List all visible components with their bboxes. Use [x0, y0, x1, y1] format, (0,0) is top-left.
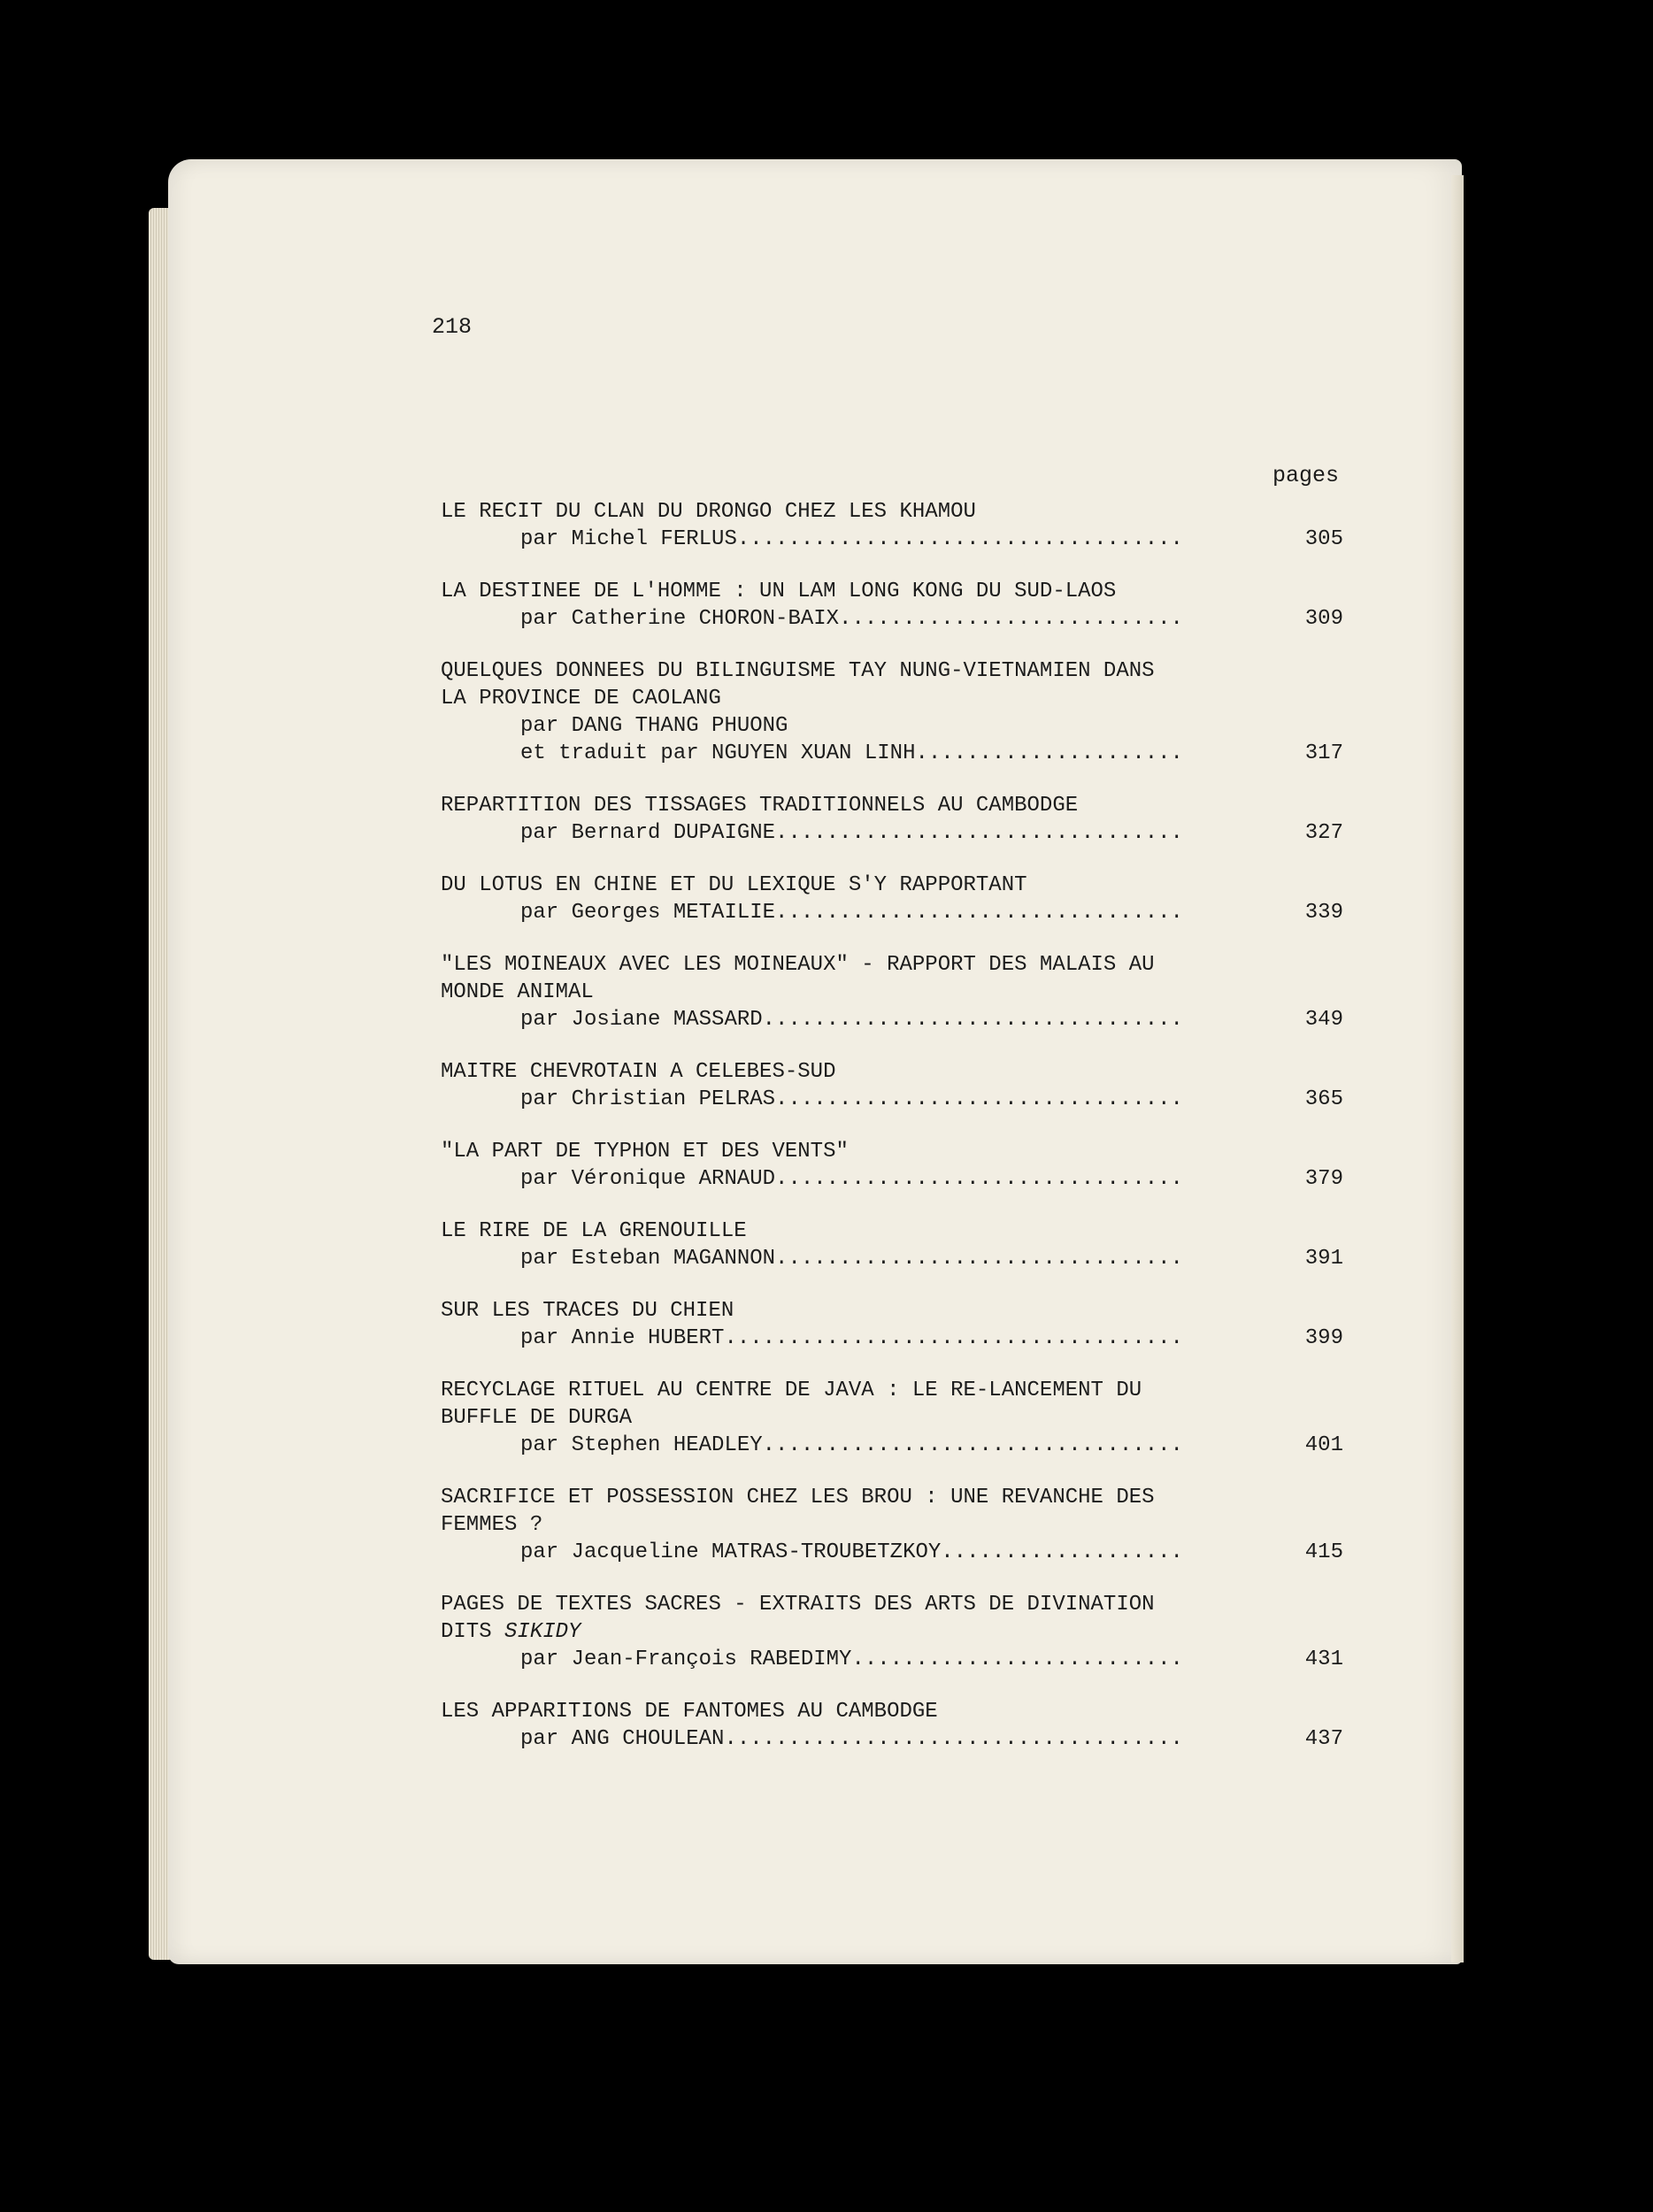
toc-entry-author: et traduit par NGUYEN XUAN LINH..................... [520, 741, 1183, 765]
toc-entry-title-line: LE RIRE DE LA GRENOUILLE [441, 1219, 747, 1243]
toc-entry-title-line: PAGES DE TEXTES SACRES - EXTRAITS DES ARTS DE DIVINATION [441, 1593, 1155, 1617]
toc-entry-page: 365 [1300, 1086, 1343, 1113]
toc-entry-author-line [441, 1006, 1343, 1033]
toc-entry-page: 431 [1300, 1646, 1343, 1673]
pages-column-header: pages [1272, 463, 1340, 488]
toc-entry-page: 401 [1300, 1432, 1343, 1459]
toc-entry [441, 1217, 1343, 1272]
toc-entry-title-line: SUR LES TRACES DU CHIEN [441, 1299, 734, 1323]
toc-entry-title-line: LA DESTINEE DE L'HOMME : UN LAM LONG KONG DU SUD-LAOS [441, 580, 1117, 603]
toc-entry-title-line: REPARTITION DES TISSAGES TRADITIONNELS AU CAMBODGE [441, 794, 1079, 818]
toc-entry [441, 951, 1343, 1033]
toc-entry-author-line [441, 1539, 1343, 1566]
toc-entry-author: par Catherine CHORON-BAIX........................... [520, 607, 1183, 631]
toc-entry-author: par Annie HUBERT.................................... [520, 1326, 1183, 1350]
toc-entry [441, 1591, 1343, 1673]
toc-entry-author-line [441, 605, 1343, 633]
toc-entry [441, 498, 1343, 553]
toc-entry-author-line [441, 740, 1343, 767]
toc-entry-title-line: "LES MOINEAUX AVEC LES MOINEAUX" - RAPPORT DES MALAIS AU [441, 953, 1155, 977]
toc-entry-title-line: DITS SIKIDY [441, 1620, 581, 1644]
toc-entry-author-line [441, 1432, 1343, 1459]
toc-entry-page: 391 [1300, 1245, 1343, 1272]
toc-entry-title-line: LA PROVINCE DE CAOLANG [441, 687, 721, 710]
toc-entry-author-line [441, 1165, 1343, 1193]
toc-entry-page: 339 [1300, 899, 1343, 926]
toc-entry-author: par Georges METAILIE................................ [520, 901, 1183, 925]
toc-entry-title-line: MONDE ANIMAL [441, 980, 594, 1004]
toc-entry-author-line [441, 1086, 1343, 1113]
toc-entry-author-line [441, 712, 1343, 740]
toc-entry-author-line [441, 1646, 1343, 1673]
page-number: 218 [432, 314, 473, 340]
toc-entry-author-line [441, 899, 1343, 926]
toc-entry-title-line: LES APPARITIONS DE FANTOMES AU CAMBODGE [441, 1700, 938, 1724]
toc-entry-page: 327 [1300, 819, 1343, 847]
toc-entry-title-line: BUFFLE DE DURGA [441, 1406, 633, 1430]
toc-entry [441, 1138, 1343, 1193]
toc-entry-author: par DANG THANG PHUONG [520, 714, 788, 738]
toc-entry-author: par Jean-François RABEDIMY.......................... [520, 1647, 1183, 1671]
toc-entry-title-line: DU LOTUS EN CHINE ET DU LEXIQUE S'Y RAPPORTANT [441, 873, 1027, 897]
toc-entry [441, 1058, 1343, 1113]
toc-entry-author: par Christian PELRAS................................ [520, 1087, 1183, 1111]
toc-entry-author-line [441, 1725, 1343, 1753]
page-right-edge [1451, 175, 1464, 1962]
table-of-contents [441, 498, 1343, 1778]
toc-entry-page: 309 [1300, 605, 1343, 633]
toc-entry-title-line: RECYCLAGE RITUEL AU CENTRE DE JAVA : LE RE-LANCEMENT DU [441, 1379, 1142, 1402]
toc-entry-title-line: "LA PART DE TYPHON ET DES VENTS" [441, 1140, 849, 1164]
toc-entry-author-line [441, 819, 1343, 847]
toc-entry-author: par Josiane MASSARD................................. [520, 1008, 1183, 1032]
toc-entry-author-line [441, 1325, 1343, 1352]
toc-entry [441, 1377, 1343, 1459]
toc-entry-title-line: FEMMES ? [441, 1513, 543, 1537]
toc-entry-author: par Véronique ARNAUD................................ [520, 1167, 1183, 1191]
toc-entry-author-line [441, 526, 1343, 553]
toc-entry-title-line: MAITRE CHEVROTAIN A CELEBES-SUD [441, 1060, 836, 1084]
toc-entry-author: par ANG CHOULEAN.................................... [520, 1727, 1183, 1751]
toc-entry [441, 872, 1343, 926]
toc-entry-author: par Michel FERLUS................................... [520, 527, 1183, 551]
toc-entry-author: par Esteban MAGANNON................................ [520, 1247, 1183, 1271]
toc-entry [441, 657, 1343, 767]
toc-entry-title-line: QUELQUES DONNEES DU BILINGUISME TAY NUNG-VIETNAMIEN DANS [441, 659, 1155, 683]
toc-entry-author: par Stephen HEADLEY................................. [520, 1433, 1183, 1457]
toc-entry [441, 1297, 1343, 1352]
toc-entry [441, 1484, 1343, 1566]
toc-entry-author: par Bernard DUPAIGNE................................ [520, 821, 1183, 845]
toc-entry-author-line [441, 1245, 1343, 1272]
toc-entry-title-line: LE RECIT DU CLAN DU DRONGO CHEZ LES KHAMOU [441, 500, 976, 524]
toc-entry [441, 1698, 1343, 1753]
toc-entry-page: 305 [1300, 526, 1343, 553]
toc-entry-page: 349 [1300, 1006, 1343, 1033]
toc-entry-page: 415 [1300, 1539, 1343, 1566]
toc-entry-author: par Jacqueline MATRAS-TROUBETZKOY................... [520, 1540, 1183, 1564]
toc-entry-title-line: SACRIFICE ET POSSESSION CHEZ LES BROU : UNE REVANCHE DES [441, 1486, 1155, 1509]
toc-entry [441, 792, 1343, 847]
toc-entry-page: 437 [1300, 1725, 1343, 1753]
toc-entry-page: 317 [1300, 740, 1343, 767]
toc-entry-page: 379 [1300, 1165, 1343, 1193]
toc-entry-page: 399 [1300, 1325, 1343, 1352]
toc-entry [441, 578, 1343, 633]
